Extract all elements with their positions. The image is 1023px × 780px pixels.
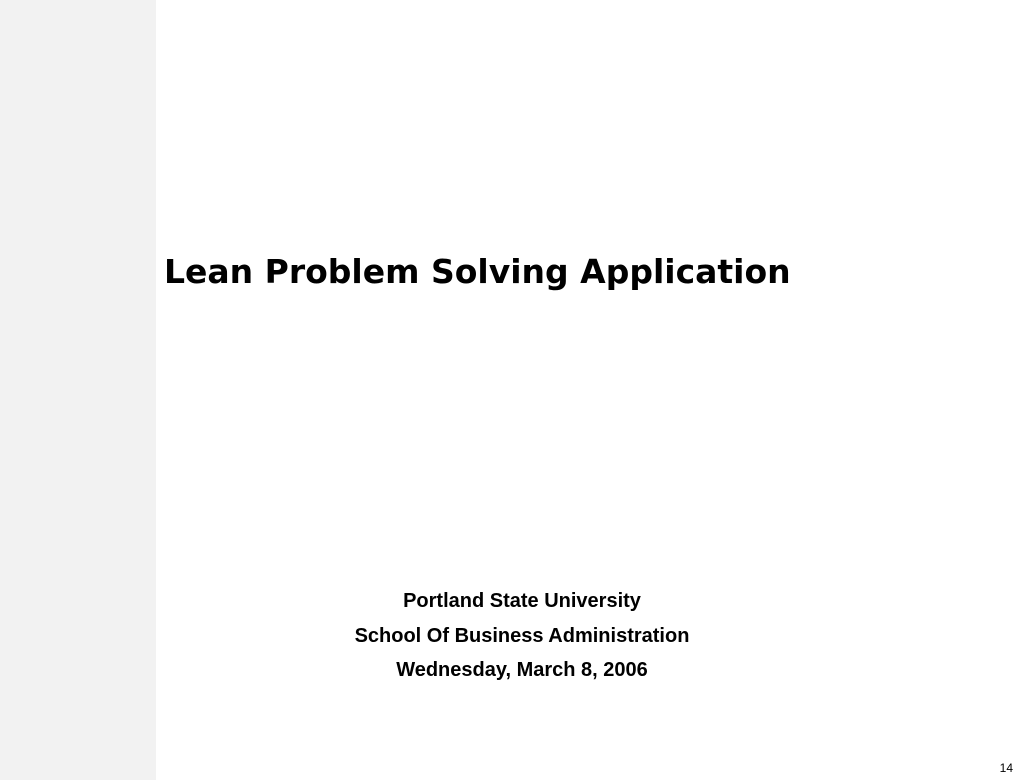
- page-number: 14: [999, 761, 1013, 775]
- left-decorative-band: [0, 0, 156, 780]
- subtitle-date: Wednesday, March 8, 2006: [396, 659, 648, 681]
- slide-title: Lean Problem Solving Application: [164, 252, 791, 291]
- subtitle-university: Portland State University: [403, 590, 641, 612]
- subtitle-block: [156, 584, 888, 688]
- subtitle-school: School Of Business Administration: [354, 624, 690, 647]
